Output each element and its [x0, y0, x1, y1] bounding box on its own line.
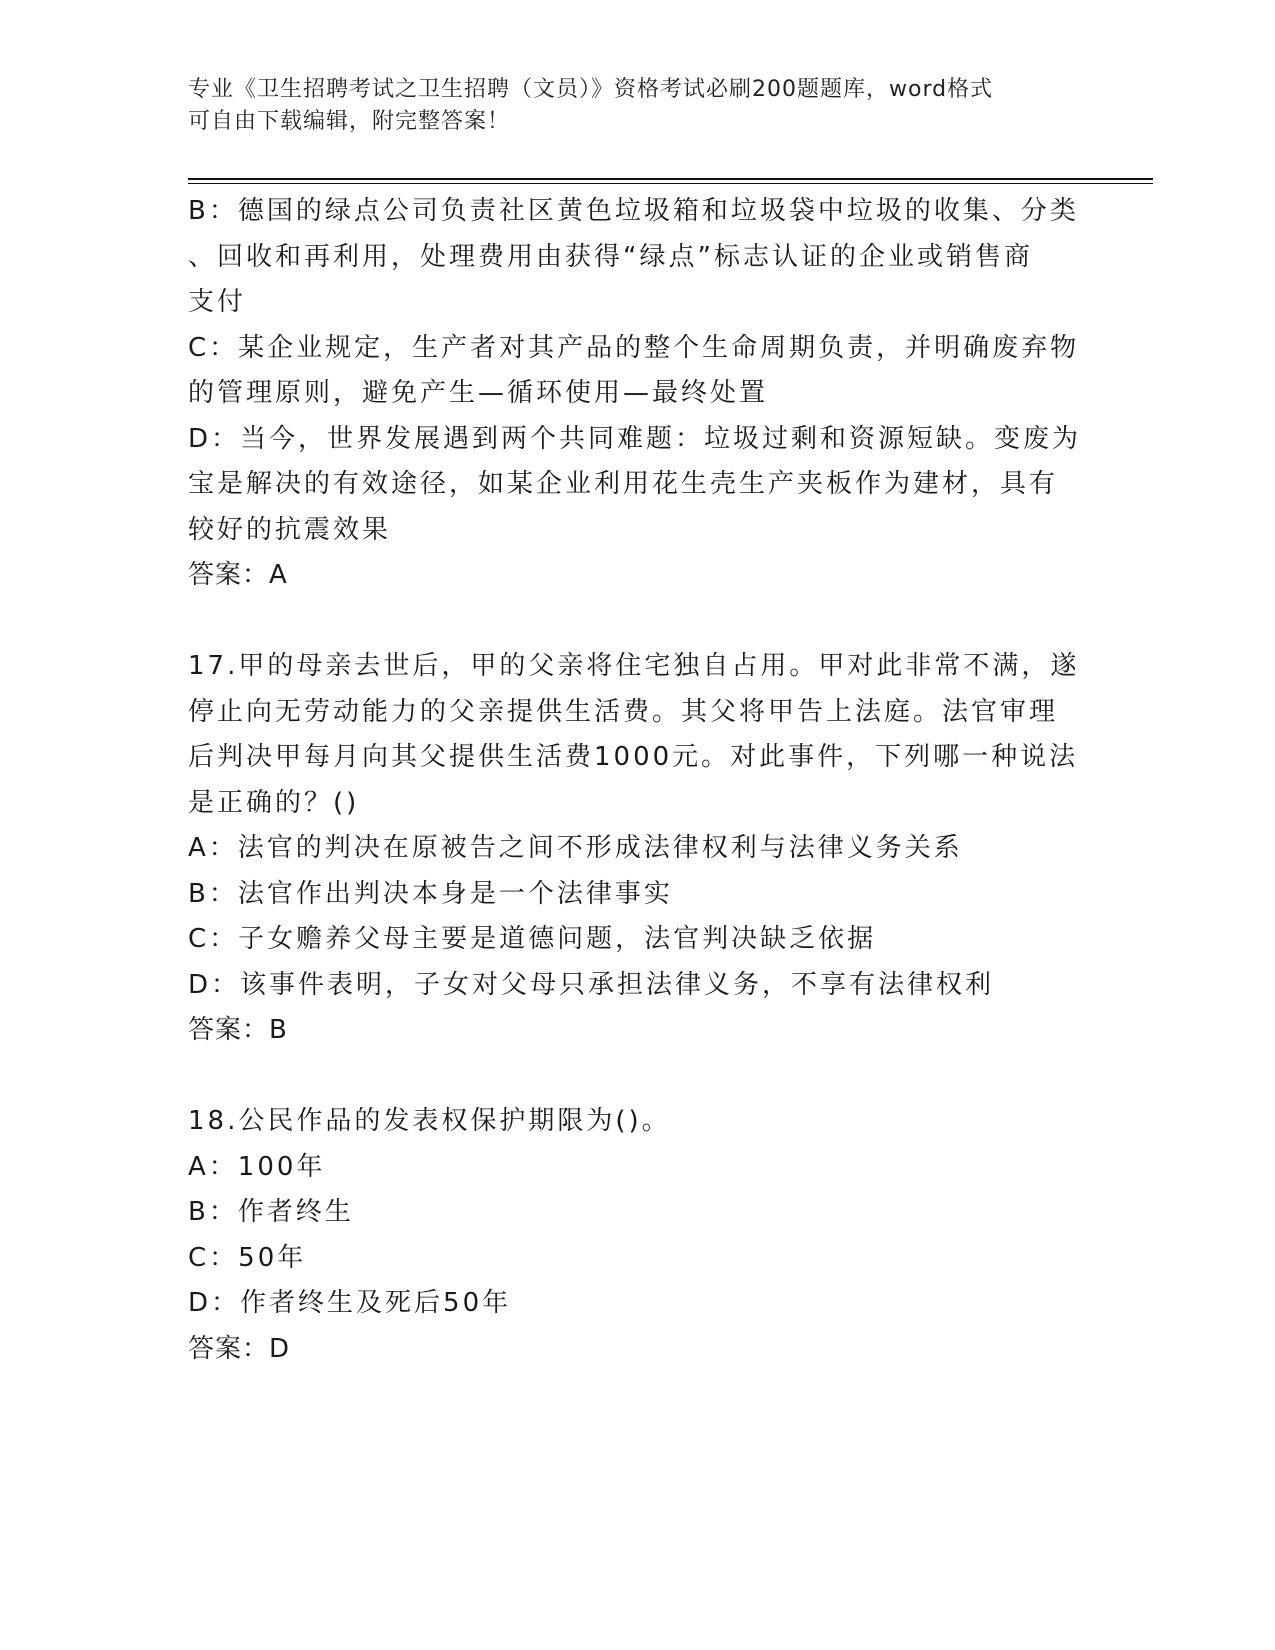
question-16-continued: [188, 189, 1082, 599]
q18-option-c: C：50年: [188, 1242, 307, 1273]
spacer: [188, 1054, 1078, 1100]
q17-stem-line-1: 17.甲的母亲去世后，甲的父亲将住宅独自占用。甲对此非常不满，遂: [188, 651, 1080, 681]
answer-18: 答案：D: [188, 1333, 291, 1364]
q18-option-d: D：作者终生及死后50年: [188, 1288, 512, 1318]
q17-option-c: C：子女赡养父母主要是道德问题，法官判决缺乏依据: [188, 924, 877, 954]
option-b-line-1: B：德国的绿点公司负责社区黄色垃圾箱和垃圾袋中垃圾的收集、分类: [188, 196, 1079, 226]
question-18: [188, 1099, 1078, 1372]
q18-stem: 18.公民作品的发表权保护期限为()。: [188, 1106, 671, 1136]
header-line-2: 可自由下载编辑，附完整答案！: [188, 109, 511, 134]
option-c-line-2: 的管理原则，避免产生—循环使用—最终处置: [188, 378, 769, 408]
option-d-line-1: D：当今，世界发展遇到两个共同难题：垃圾过剩和资源短缺。变废为: [188, 423, 1082, 454]
q17-option-a: A：法官的判决在原被告之间不形成法律权利与法律义务关系: [188, 833, 963, 863]
q17-stem-line-3: 后判决甲每月向其父提供生活费1000元。对此事件，下列哪一种说法: [188, 742, 1079, 772]
header-line-1: 专业《卫生招聘考试之卫生招聘（文员）》资格考试必刷200题题库，word格式: [188, 77, 994, 102]
option-b-line-2: 、回收和再利用，处理费用由获得“绿点”标志认证的企业或销售商: [188, 241, 1033, 272]
answer-17: 答案：B: [188, 1015, 288, 1045]
option-d-line-3: 较好的抗震效果: [188, 514, 392, 545]
document-body: [188, 189, 1082, 1372]
header-divider-thin: [188, 183, 1153, 184]
q18-option-a: A：100年: [188, 1151, 326, 1182]
option-c-line-1: C：某企业规定，生产者对其产品的整个生命周期负责，并明确废弃物: [188, 332, 1080, 363]
q17-stem-line-2: 停止向无劳动能力的父亲提供生活费。其父将甲告上法庭。法官审理: [188, 696, 1059, 727]
option-b-line-3: 支付: [188, 287, 247, 317]
q17-option-b: B：法官作出判决本身是一个法律事实: [188, 878, 673, 909]
question-17: [188, 644, 1078, 1054]
header-divider: [188, 178, 1153, 180]
q18-option-b: B：作者终生: [188, 1197, 354, 1227]
q17-stem-line-4: 是正确的？(): [188, 787, 360, 818]
spacer: [188, 599, 1078, 645]
q17-option-d: D：该事件表明，子女对父母只承担法律义务，不享有法律权利: [188, 969, 995, 1000]
document-header: [188, 74, 1088, 138]
option-d-line-2: 宝是解决的有效途径，如某企业利用花生壳生产夹板作为建材，具有: [188, 469, 1059, 499]
answer-16: 答案：A: [188, 560, 288, 590]
